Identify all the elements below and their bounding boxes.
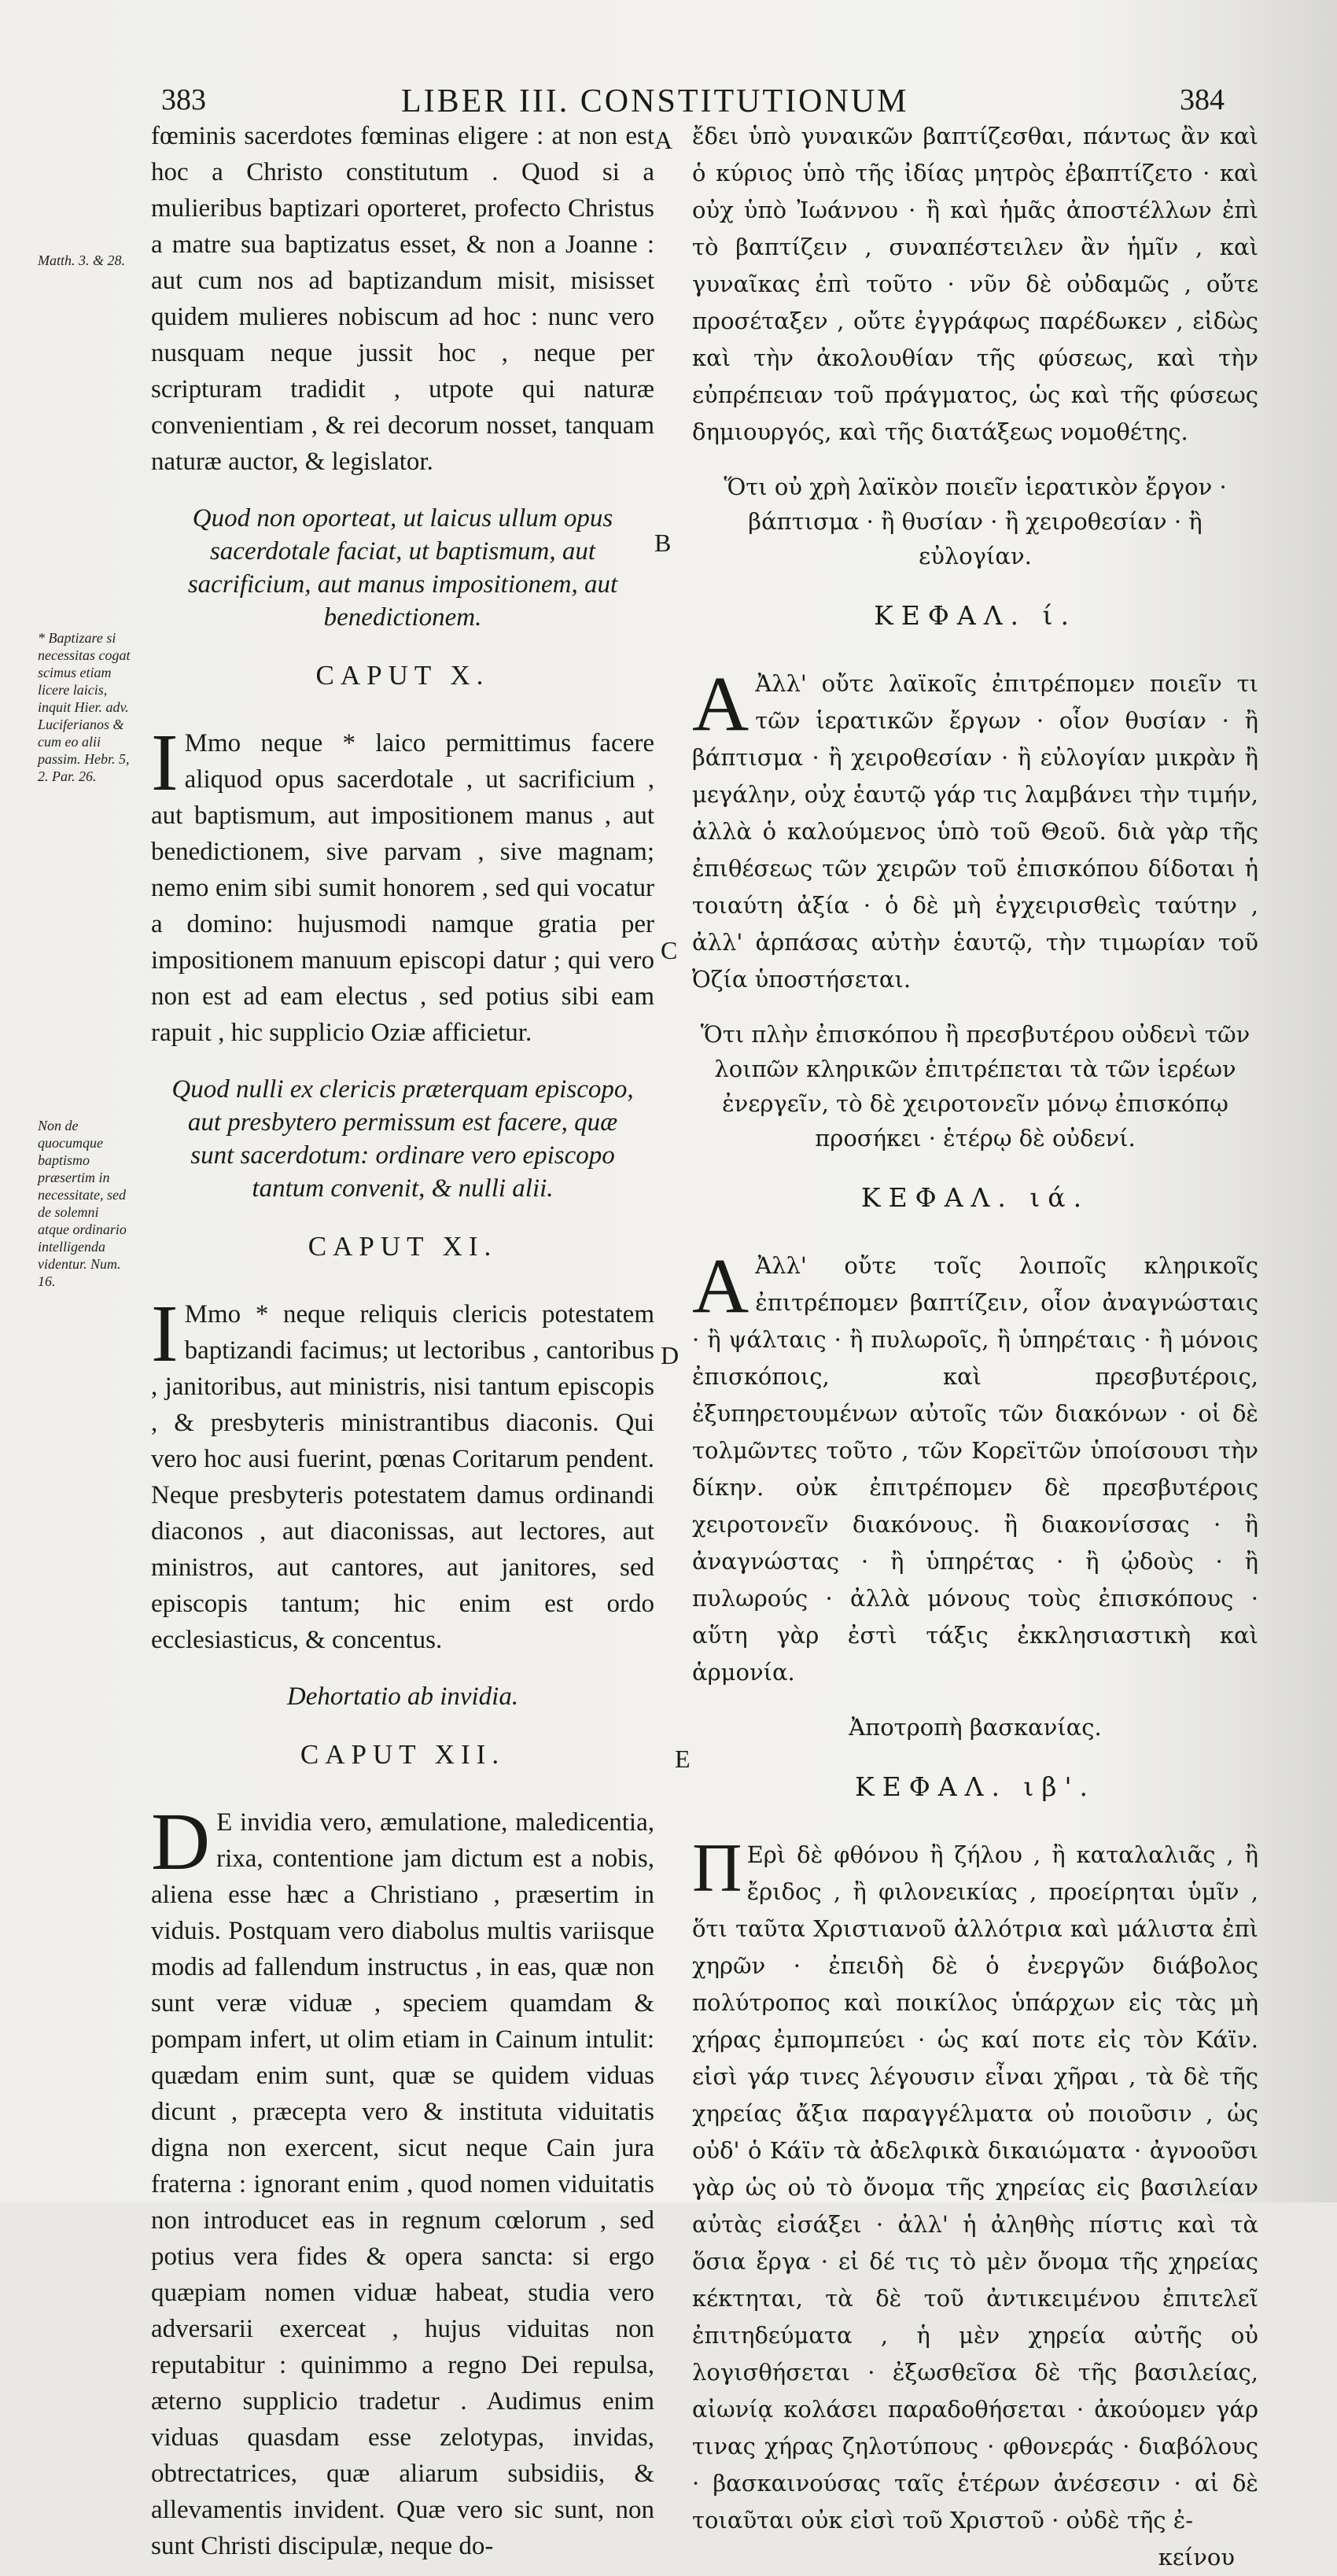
latin-paragraph-1: fœminis sacerdotes fœminas eligere : at non est hoc a Christo constitutum . Quod si a mulieribus baptizari oporteret, profecto Christus a matre sua baptizatus esset, & non a Joanne : aut cum nos ad baptizandum misit, misisset quidem mulieres nobiscum ad hoc : nunc vero nusquam neque jussit hoc , neque per scripturam tradidit , utpote qui naturæ convenientiam , & rei decorum nosset, tanquam naturæ auctor, & legislator.: [151, 122, 654, 476]
greek-caput-10: ΚΕΦΑΛ. ί.: [874, 600, 1077, 631]
greek-rubric-2: Ὅτι πλὴν ἐπισκόπου ἢ πρεσβυτέρου οὐδενὶ τῶν λοιπῶν κληρικῶν ἐπιτρέπεται τὰ τῶν ἱερέων ἐνεργεῖν, τὸ δὲ χειροτονεῖν μόνῳ ἐπισκόπῳ προσήκει · ἑτέρῳ δὲ οὐδενί.: [700, 1021, 1250, 1152]
margin-note-non-de-quocumque: Non de quocumque baptismo præsertim in necessitate, sed de solemni atque ordinario intelligenda videntur. Num. 16.: [38, 1118, 127, 1289]
page-number-right: 384: [1180, 83, 1225, 116]
latin-caput-12: CAPUT XII.: [300, 1739, 506, 1770]
latin-chapter-11: [151, 1288, 654, 1658]
greek-caput-12: ΚΕΦΑΛ. ιβ'.: [854, 1771, 1096, 1802]
greek-chapter-11: [692, 1242, 1258, 1691]
latin-chapter-10-text: Mmo neque * laico permittimus facere aliquod opus sacerdotale , ut sacrificium , aut baptismum, aut impositionem manus , aut benedictionem, sive parvam , sive magnam; nemo enim sibi sumit honorem , sed qui vocatur a domino: hujusmodi namque gratia per impositionem manuum episcopi datur ; qui vero non est ad eam electus , sed potius sibi eam rapuit , hic supplicio Oziæ afficietur.: [151, 729, 654, 1047]
dropcap: I: [151, 717, 179, 808]
greek-column: [692, 118, 1258, 2576]
greek-chapter-12-text: Ερὶ δὲ φθόνου ἢ ζήλου , ἢ καταλαλιᾶς , ἢ ἔριδος , ἢ φιλονεικίας , προείρηται ὑμῖν , ὅτι ταῦτα Χριστιανοῦ ἀλλότρια καὶ μάλιστα ἐπὶ χηρῶν · ἐπειδὴ δὲ ὁ ἐνεργῶν διάβολος πολύτροπος καὶ ποικίλος ὑπάρχων εἰς τὰς μὴ χήρας ἐμπομπεύει · ὡς καί ποτε εἰς τὸν Κάϊν. εἰσὶ γάρ τινες λέγουσιν εἶναι χῆραι , τὰ δὲ τῆς χηρείας ἄξια παραγγέλματα οὐ ποιοῦσιν , ὡς οὐδ' ὁ Κάϊν τὰ ἀδελφικὰ δικαιώματα · ἀγνοοῦσι γὰρ ὡς οὐ τὸ ὄνομα τῆς χηρείας εἰς βασιλείαν αὐτὰς εἰσάξει · ἀλλ' ἡ ἀληθὴς πίστις καὶ τὰ ὅσια ἔργα · εἰ δέ τις τὸ μὲν ὄνομα τῆς χηρείας κέκτηται, τὰ δὲ τοῦ ἀντικειμένου ἐπιτελεῖ ἐπιτηδεύματα , ἡ μὲν χηρεία αὐτῆς οὐ λογισθήσεται · ἐξωσθεῖσα δὲ τῆς βασιλείας, αἰωνίᾳ κολάσει παραδοθήσεται · ἀκούομεν γάρ τινας χήρας ζηλοτύπους · φθονεράς · διαβόλους · βασκαινούσας ταῖς ἑτέρων ἀνέσεσιν · αἱ δὲ τοιαῦται οὐκ εἰσὶ τοῦ Χριστοῦ · οὐδὲ τῆς ἐ-: [692, 1841, 1258, 2534]
latin-rubric-1: Quod non oporteat, ut laicus ullum opus sacerdotale faciat, ut baptismum, aut sacrificium, aut manus impositionem, aut benedictionem.: [187, 504, 618, 632]
section-letter-a: A: [654, 126, 673, 154]
margin-note-matth: Matth. 3. & 28.: [38, 252, 125, 268]
dropcap: Α: [692, 660, 750, 747]
margin-note-baptizare: * Baptizare si necessitas cogat scimus etiam licere laicis, inquit Hier. adv. Luciferianos & cum eo alii passim. Hebr. 5, 2. Par. 26.: [38, 630, 131, 784]
latin-chapter-12-text: E invidia vero, æmulatione, maledicentia, rixa, contentione jam dictum est a nobis, aliena esse hæc a Christiano , præsertim in viduis. Postquam vero diabolus multis variisque modis ad fallendum instructus , in eas, quæ non sunt veræ viduæ , speciem quamdam & pompam infert, ut olim etiam in Cainum intulit: quædam enim sunt, quæ se quidem viduas dicunt , præcepta vero & instituta viduitatis digna non exercent, sicut neque Cain jura fraterna : ignorant enim , quod nomen viduitatis non introducet eas in regnum cœlorum , sed potius vera fides & opera sancta: si ergo quæpiam nomen viduæ habeat, studia vero adversarii exerceat , hujus viduitas non reputabitur : quinimmo a regno Dei repulsa, æterno supplicio tradetur . Audimus enim viduas quasdam esse zelotypas, invidas, obtrectatrices, quæ aliarum subsidiis, & allevamentis invident. Quæ vero sic sunt, non sunt Christi discipulæ, neque do-: [151, 1808, 654, 2560]
dropcap: Α: [692, 1242, 750, 1329]
latin-chapter-12: [151, 1797, 654, 2564]
greek-chapter-10: [692, 660, 1258, 998]
catchword: κείνου: [1158, 2544, 1235, 2570]
latin-rubric-2: Quod nulli ex clericis præterquam episcopo, aut presbytero permissum est facere, quæ sunt sacerdotum: ordinare vero episcopo tantum convenit, & nulli alii.: [171, 1075, 634, 1203]
section-letter-b: B: [654, 529, 672, 557]
greek-paragraph-1: ἔδει ὑπὸ γυναικῶν βαπτίζεσθαι, πάντως ἂν καὶ ὁ κύριος ὑπὸ τῆς ἰδίας μητρὸς ἐβαπτίζετο · καὶ οὐχ ὑπὸ Ἰωάννου · ἢ καὶ ἡμᾶς ἀποστέλλων ἐπὶ τὸ βαπτίζειν , συναπέστειλεν ἂν ἡμῖν , καὶ γυναῖκας ἐπὶ τοῦτο · νῦν δὲ οὐδαμῶς , οὔτε προσέταξεν , οὔτε ἐγγράφως παρέδωκεν , εἰδὼς καὶ τὴν ἀκολουθίαν τῆς φύσεως, καὶ τὴν εὐπρέπειαν τοῦ πράγματος, ὡς καὶ τῆς φύσεως δημιουργός, καὶ τῆς διατάξεως νομοθέτης.: [692, 123, 1258, 445]
greek-chapter-10-text: Ἀλλ' οὔτε λαϊκοῖς ἐπιτρέπομεν ποιεῖν τι τῶν ἱερατικῶν ἔργων · οἷον θυσίαν · ἢ βάπτισμα · ἢ χειροθεσίαν · ἢ εὐλογίαν μικρὰν ἢ μεγάλην, οὐχ ἑαυτῷ γάρ τις λαμβάνει τὴν τιμήν, ἀλλὰ ὁ καλούμενος ὑπὸ τοῦ Θεοῦ. διὰ γὰρ τῆς ἐπιθέσεως τῶν χειρῶν τοῦ ἐπισκόπου δίδοται ἡ τοιαύτη ἀξία · ὁ δὲ μὴ ἐγχειρισθεὶς ταύτην , ἀλλ' ἁρπάσας αὐτὴν ἑαυτῷ, τὴν τιμωρίαν τοῦ Ὀζία ὑποστήσεται.: [692, 670, 1258, 993]
section-letter-d: D: [661, 1341, 680, 1369]
page-number-left: 383: [161, 83, 206, 116]
greek-rubric-1: Ὅτι οὐ χρὴ λαϊκὸν ποιεῖν ἱερατικὸν ἔργον · βάπτισμα · ἢ θυσίαν · ἢ χειροθεσίαν · ἢ εὐλογίαν.: [724, 474, 1227, 569]
section-letter-e: E: [675, 1745, 691, 1773]
latin-caput-10: CAPUT X.: [315, 660, 490, 691]
latin-column: [151, 118, 654, 2564]
section-letter-c: C: [661, 936, 678, 964]
running-title: LIBER III. CONSTITUTIONUM: [401, 83, 909, 120]
greek-chapter-12: [692, 1830, 1258, 2539]
latin-chapter-11-text: Mmo * neque reliquis clericis potestatem baptizandi facimus; ut lectoribus , cantoribus , janitoribus, aut ministris, nisi tantum episcopis , & presbyteris ministrantibus diaconis. Qui vero hoc ausi fuerint, pœnas Coritarum pendent. Neque presbyteris potestatem damus ordinandi diaconos , aut diaconissas, aut lectores, aut ministros, aut cantores, aut janitores, sed episcopis tantum; hic enim est ordo ecclesiasticus, & concentus.: [151, 1300, 654, 1654]
dropcap: D: [151, 1797, 211, 1887]
greek-chapter-11-text: Ἀλλ' οὔτε τοῖς λοιποῖς κληρικοῖς ἐπιτρέπομεν βαπτίζειν, οἷον ἀναγνώσταις · ἢ ψάλταις · ἢ πυλωροῖς, ἢ ὑπηρέταις · ἢ μόνοις ἐπισκόποις, καὶ πρεσβυτέροις, ἐξυπηρετουμένων αὐτοῖς τῶν διακόνων · οἱ δὲ τολμῶντες τοῦτο , τῶν Κορεϊτῶν ὑποίσουσι τὴν δίκην. οὐκ ἐπιτρέπομεν δὲ πρεσβυτέροις χειροτονεῖν διακόνους. ἢ διακονίσσας · ἢ ἀναγνώστας · ἢ ὑπηρέτας · ἢ ᾠδοὺς · ἢ πυλωρούς · ἀλλὰ μόνους τοὺς ἐπισκόπους · αὕτη γὰρ ἐστὶ τάξις ἐκκλησιαστικὴ καὶ ἁρμονία.: [692, 1252, 1258, 1686]
latin-caput-11: CAPUT XI.: [308, 1231, 498, 1262]
latin-rubric-3: Dehortatio ab invidia.: [286, 1682, 519, 1711]
latin-chapter-10: [151, 717, 654, 1051]
dropcap: I: [151, 1288, 179, 1379]
greek-rubric-3: Ἀποτροπὴ βασκανίας.: [849, 1714, 1102, 1741]
greek-caput-11: ΚΕΦΑΛ. ιά.: [860, 1182, 1090, 1213]
dropcap: Π: [692, 1830, 742, 1907]
